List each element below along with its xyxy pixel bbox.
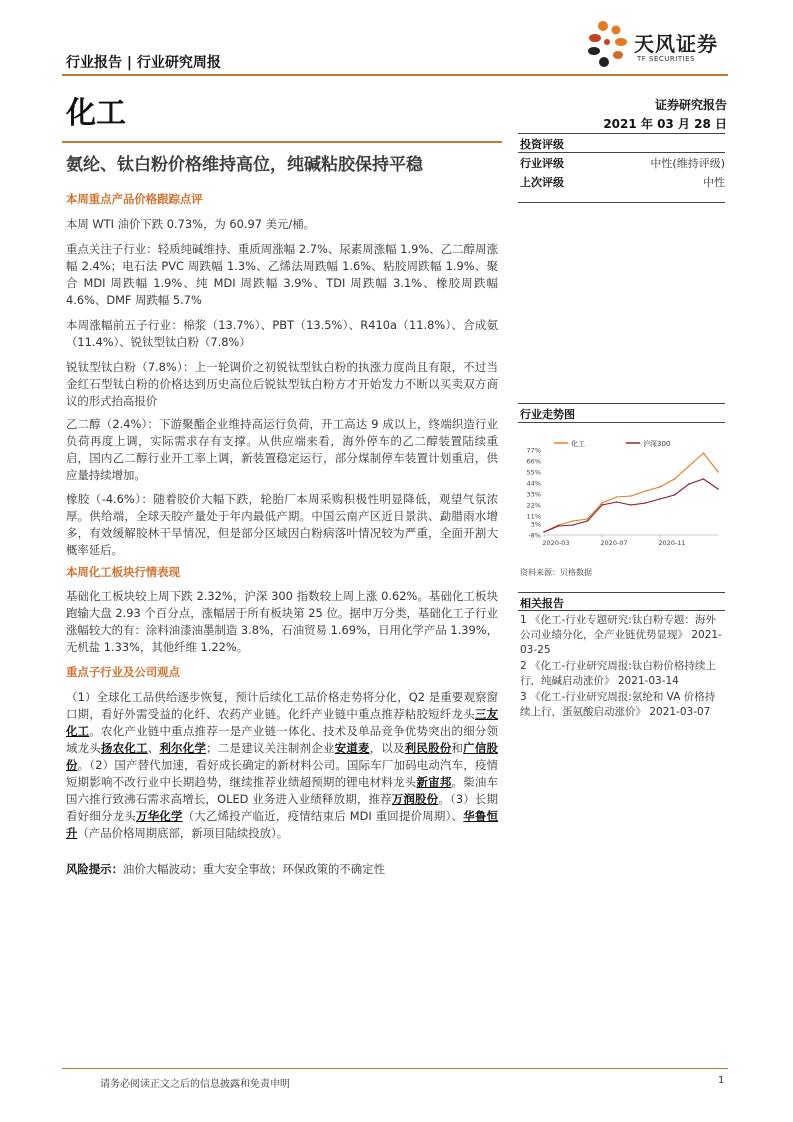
brand-name: 天风证券: [634, 32, 718, 56]
paragraph-oil-price: 本周 WTI 油价下跌 0.73%，为 60.97 美元/桶。: [66, 217, 316, 231]
text-segment: （1）全球化工品供给逐步恢复，预计后续化工品价格走势将分化，Q2 是重要观察窗口期，看好外需受益的化纤、农药产业链。化纤产业链中重点推荐粘胶短纤龙头: [66, 690, 498, 721]
text-segment: ；二是建议关注制剂企业: [206, 741, 335, 755]
sector-title: 化工: [66, 96, 126, 131]
data-point: [572, 524, 573, 525]
x-tick-label: 2020-07: [600, 539, 628, 547]
report-category: 行业报告 | 行业研究周报: [66, 55, 221, 71]
company-name: 万润股份: [391, 792, 439, 806]
last-rating-label: 上次评级: [520, 176, 564, 189]
data-point: [601, 502, 602, 503]
data-point: [630, 504, 631, 505]
related-report-2[interactable]: 2 《化工-行业研究周报:钛白粉价格持续上行，纯碱启动涨价》 2021-03-14: [520, 660, 716, 687]
data-point: [645, 490, 646, 491]
data-point: [674, 478, 675, 479]
company-name: 万华化学: [135, 809, 183, 823]
company-name: 三友化工: [66, 707, 498, 738]
company-name: 利民股份: [404, 741, 452, 755]
x-tick-label: 2020-11: [658, 539, 686, 547]
y-tick-label: 77%: [526, 446, 541, 455]
text-segment: 和: [451, 741, 464, 755]
data-point: [703, 478, 704, 479]
trend-title: 行业走势图: [520, 408, 575, 421]
y-tick-label: 55%: [526, 468, 541, 477]
data-point: [688, 465, 689, 466]
industry-rating-label: 行业评级: [520, 157, 564, 170]
paragraph-top-five: 本周涨幅前五子行业：棉浆（13.7%）、PBT（13.5%）、R410a（11.8%）、合成氨（11.4%）、锐钛型钛白粉（7.8%）: [66, 318, 498, 349]
company-name: 华鲁恒升: [66, 809, 498, 840]
text-segment: ，以及: [369, 741, 405, 755]
related-mid-divider: [518, 610, 725, 611]
paragraph-ethylene-glycol: 乙二醇（2.4%）：下游聚酯企业维持高运行负荷，开工高达 9 成以上，终端织造行业负荷再度上调，实际需求存有支撑。从供应端来看，海外停车的乙二醇装置陆续重启，国内乙二醇行业开工率上调，新装置稳定运行，部分煤制停车装置计划重启，供应量持续增加。: [66, 417, 498, 482]
risk-label: 风险提示：: [66, 862, 123, 876]
rating-top-divider: [518, 133, 725, 134]
footer-divider: [62, 1068, 728, 1069]
y-tick-label: 22%: [526, 501, 541, 510]
text-segment: 、: [147, 741, 160, 755]
y-tick-label: 44%: [526, 479, 541, 488]
company-name: 安道麦: [334, 741, 370, 755]
related-title: 相关报告: [520, 597, 564, 610]
y-tick-label: 3%: [530, 520, 541, 529]
rating-mid-divider: [518, 152, 725, 153]
text-segment: 。农化产业链中重点推荐一是产业链一体化、技术及单品竞争优势突出的细分领域龙头: [66, 724, 498, 755]
last-rating-value: 中性: [703, 176, 725, 189]
data-point: [717, 471, 718, 472]
section-heading-views: 重点子行业及公司观点: [66, 665, 180, 679]
data-point: [630, 495, 631, 496]
related-top-divider: [518, 592, 725, 593]
section-heading-market: 本周化工板块行情表现: [66, 565, 180, 579]
legend-label: 沪深300: [643, 440, 671, 448]
related-report-3[interactable]: 3 《化工-行业研究周报:氨纶和 VA 价格持续上行，蛋氨酸启动涨价》 2021-03-07: [520, 691, 716, 718]
text-segment: （产品价格周期底部，新项目陆续投放）。: [77, 826, 289, 840]
header-divider: [62, 74, 728, 76]
section-heading-price-tracking: 本周重点产品价格跟踪点评: [66, 192, 203, 206]
company-name: 新宙邦: [416, 775, 452, 789]
paragraph-rubber: 橡胶（-4.6%）：随着胶价大幅下跌，轮胎厂本周采购积极性明显降低，观望气氛浓厚。供给端，全球天胶产量处于年内最低产期。中国云南产区近日景洪、勐腊雨水增多，有效缓解胶林干旱情况，但是部分区域因白粉病落叶情况较为严重，全面开割大概率延后。: [66, 492, 498, 557]
brand-name-en: TF SECURITIES: [637, 55, 696, 63]
paragraph-sub-industries: 重点关注子行业：轻质纯碱维持、重质周涨幅 2.7%、尿素周涨幅 1.9%、乙二醇周涨幅 2.4%；电石法 PVC 周跌幅 1.3%、乙烯法周跌幅 1.6%、粘胶周跌幅 1.9%、聚合 MDI 周跌幅 1.9%、纯 MDI 周跌幅 3.9%、TDI 周跌幅 3.1%、橡胶周跌幅 4.6%、DMF 周跌幅 5.7%: [66, 242, 498, 307]
text-segment: 。柴油车国六推行致沸石需求高增长，OLED 业务进入业绩释放期，推荐: [66, 775, 498, 806]
industry-rating-value: 中性(维持评级): [650, 157, 725, 170]
text-segment: 。（2）国产替代加速，看好成长确定的新材料公司。国际车厂加码电动汽车，疫情短期影响不改行业中长期趋势，继续推荐业绩超预期的锂电材料龙头: [66, 758, 498, 789]
paragraph-titanium-dioxide: 锐钛型钛白粉（7.8%）：上一轮调价之初锐钛型钛白粉的执涨力度尚且有限，不过当金红石型钛白粉的价格达到历史高位后锐钛型钛白粉方才开始发力不断以买卖双方商议的形式抬高报价: [66, 360, 498, 408]
data-point: [587, 520, 588, 521]
industry-rating-row: [520, 155, 725, 171]
related-report-1[interactable]: 1 《化工-行业专题研究:钛白粉专题：海外公司业绩分化，全产业链优势显现》 2021-03-25: [520, 614, 722, 656]
trend-top-divider: [518, 403, 725, 404]
text-segment: 。（3）长期看好细分龙头: [66, 792, 498, 823]
risk-warning: [66, 861, 498, 878]
y-tick-label: 66%: [526, 457, 541, 466]
data-point: [703, 452, 704, 453]
report-title: 氨纶、钛白粉价格维持高位，纯碱粘胶保持平稳: [66, 155, 423, 175]
x-tick-label: 2020-03: [542, 539, 570, 547]
data-point: [717, 488, 718, 489]
report-date: 2021 年 03 月 28 日: [603, 117, 727, 131]
data-point: [543, 531, 544, 532]
data-point: [616, 501, 617, 502]
text-segment: （大乙烯投产临近，疫情结束后 MDI 重回提价周期）、: [182, 809, 464, 823]
company-name: 扬农化工: [101, 741, 148, 755]
data-point: [674, 494, 675, 495]
company-name: 利尔化学: [159, 741, 207, 755]
data-point: [688, 483, 689, 484]
y-tick-label: -8%: [528, 531, 541, 540]
report-type: 证券研究报告: [654, 98, 727, 112]
footer-disclaimer: 请务必阅读正文之后的信息披露和免责申明: [100, 1079, 290, 1090]
data-point: [659, 486, 660, 487]
y-tick-label: 33%: [526, 490, 541, 499]
title-divider: [62, 141, 502, 143]
data-point: [645, 502, 646, 503]
data-point: [558, 525, 559, 526]
series-line-chemical: [544, 453, 718, 532]
chart-source: 资料来源：贝格数据: [520, 568, 592, 577]
data-point: [601, 504, 602, 505]
industry-trend-chart: [518, 440, 725, 555]
rating-bottom-divider: [518, 202, 725, 203]
paragraph-market-performance: 基础化工板块较上周下跌 2.32%，沪深 300 指数较上周上涨 0.62%。基础化工板块跑输大盘 2.93 个百分点，涨幅居于所有板块第 25 位。据申万分类，基础化工子行业涨幅较大的有：涂料油漆油墨制造 3.8%，石油贸易 1.69%，日用化学产品 1.39%，无机盐 1.33%，其他纤维 1.22%。: [66, 589, 498, 654]
paragraph-company-views: [66, 689, 498, 842]
company-name: 广信股份: [66, 741, 498, 772]
data-point: [587, 518, 588, 519]
data-point: [659, 498, 660, 499]
trend-mid-divider: [518, 422, 725, 423]
rating-title: 投资评级: [520, 138, 564, 151]
data-point: [572, 520, 573, 521]
y-tick-label: 11%: [526, 512, 541, 521]
data-point: [616, 496, 617, 497]
brand-logo-icon: [585, 18, 631, 70]
page-number: 1: [718, 1075, 725, 1086]
last-rating-row: [520, 174, 725, 190]
risk-text: 油价大幅波动；重大安全事故；环保政策的不确定性: [122, 862, 385, 876]
legend-label: 化工: [571, 440, 585, 448]
